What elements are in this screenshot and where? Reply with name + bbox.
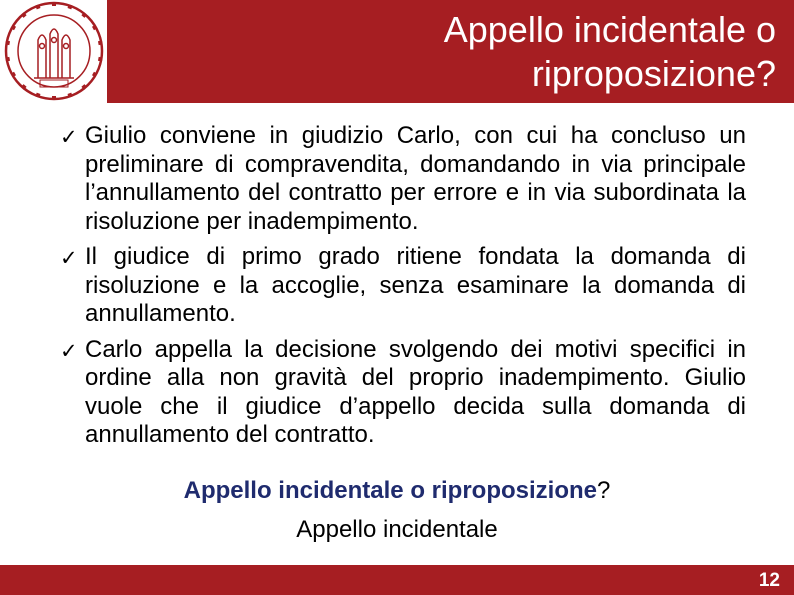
bullet-text: Il giudice di primo grado ritiene fondata la domanda di risoluzione e la accoglie, senza esaminare la domanda di annullamento. [85, 243, 746, 327]
university-seal-icon [2, 0, 106, 103]
checkmark-icon: ✓ [60, 246, 78, 270]
university-logo [0, 0, 107, 103]
page-number: 12 [758, 570, 780, 591]
question-line [0, 476, 794, 506]
slide-title-line2: riproposizione? [531, 53, 776, 94]
question-mark: ? [597, 477, 611, 504]
bullet-text: Giulio conviene in giudizio Carlo, con cui ha concluso un preliminare di compravendita, domandando in via principale l’annullamento del contratto per errore e in via subordinata la risoluzione per inadempimento. [85, 122, 746, 235]
bullet-item [60, 336, 746, 450]
slide-title-line1: Appello incidentale o [443, 9, 776, 50]
checkmark-icon: ✓ [60, 125, 78, 149]
bullet-item [60, 122, 746, 236]
question-bold-text: Appello incidentale o riproposizione [183, 477, 597, 504]
slide-header [0, 0, 794, 103]
checkmark-icon: ✓ [60, 338, 78, 363]
slide-footer [0, 565, 794, 595]
bullet-list [60, 122, 746, 457]
bullet-item [60, 243, 746, 329]
slide-title [216, 8, 776, 96]
answer-text: Appello incidentale [296, 516, 498, 543]
bullet-text: Carlo appella la decisione svolgendo dei motivi specifici in ordine alla non gravità del proprio inadempimento. Giulio vuole che il giudice d’appello decida sulla domanda di annullamento del contratto. [85, 335, 746, 448]
